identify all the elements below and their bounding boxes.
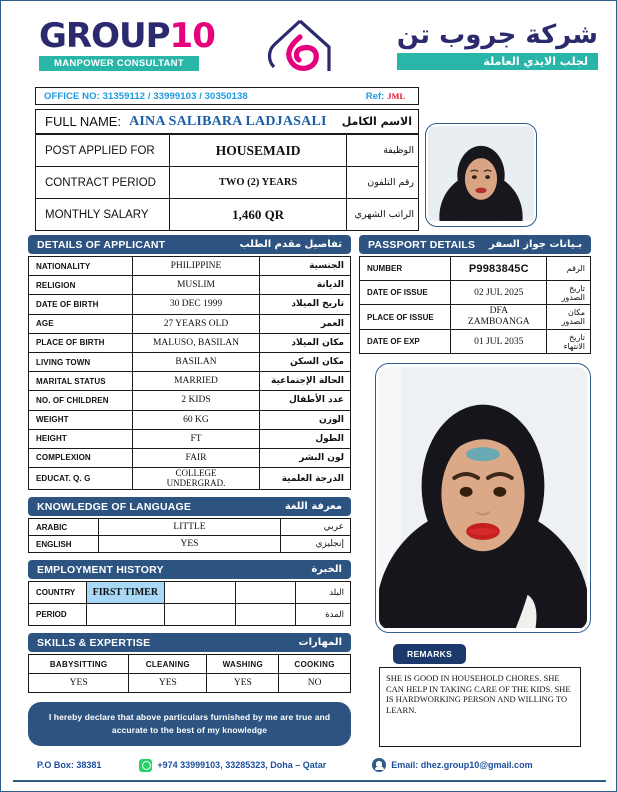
whatsapp-icon	[139, 759, 152, 772]
ref-value: JML	[387, 91, 406, 101]
detail-value-11: COLLEGE UNDERGRAD.	[132, 468, 260, 490]
detail-label-6: MARITAL STATUS	[29, 372, 133, 391]
applicant-photo-large	[375, 363, 591, 633]
table-row	[29, 448, 351, 467]
passport-label-2: PLACE OF ISSUE	[360, 305, 451, 330]
detail-value-2: 30 DEC 1999	[132, 295, 260, 314]
left-column	[28, 235, 351, 746]
employment-extra2-0	[236, 582, 296, 604]
ref-label: Ref:	[365, 90, 385, 102]
remarks-text: SHE IS GOOD IN HOUSEHOLD CHORES. SHE CAN HELP IN TAKING CARE OF THE KIDS. SHE IS HARDWORKING PERSON AND WILLING TO LEARN.	[379, 667, 581, 747]
skills-section-header	[28, 633, 351, 652]
skill-value-0: YES	[29, 674, 129, 693]
passport-section-header	[359, 235, 591, 254]
language-title-ar: معرفة اللغة	[284, 501, 342, 513]
footer-po-box: P.O Box: 38381	[37, 760, 102, 770]
post-label-2: MONTHLY SALARY	[36, 199, 170, 231]
table-row	[36, 167, 419, 199]
arabic-company-subtitle: لجلب الايدي العاملة	[397, 53, 598, 70]
employment-extra1-1	[164, 604, 236, 626]
table-row	[29, 468, 351, 490]
post-label-0: POST APPLIED FOR	[36, 135, 170, 167]
detail-label-5: LIVING TOWN	[29, 352, 133, 371]
employment-title-ar: الخبرة	[311, 564, 342, 576]
detail-arabic-6: الحالة الإجتماعية	[260, 372, 351, 391]
table-row	[360, 305, 591, 330]
language-label-0: ARABIC	[29, 519, 99, 536]
detail-label-8: WEIGHT	[29, 410, 133, 429]
passport-title-ar: بـيانات جواز السفر	[489, 239, 582, 250]
post-applied-table	[35, 134, 419, 231]
passport-arabic-1: تاريخ الصدور	[547, 281, 591, 305]
employment-value-0: FIRST TIMER	[86, 582, 164, 604]
table-row	[29, 314, 351, 333]
post-value-1: TWO (2) YEARS	[170, 167, 346, 199]
table-row	[29, 655, 351, 674]
reference-box	[353, 87, 419, 105]
passport-arabic-3: تاريخ الانتهاء	[547, 330, 591, 354]
detail-arabic-1: الديانة	[260, 276, 351, 295]
language-section-header	[28, 497, 351, 516]
passport-label-3: DATE OF EXP	[360, 330, 451, 354]
detail-arabic-8: الوزن	[260, 410, 351, 429]
footer-email-text[interactable]: Email: dhez.group10@gmail.com	[391, 760, 533, 770]
detail-label-1: RELIGION	[29, 276, 133, 295]
detail-value-4: MALUSO, BASILAN	[132, 333, 260, 352]
table-row	[360, 330, 591, 354]
table-row	[29, 536, 351, 553]
language-title-en: KNOWLEDGE OF LANGUAGE	[37, 500, 192, 513]
detail-label-10: COMPLEXION	[29, 448, 133, 467]
details-title-en: DETAILS OF APPLICANT	[37, 238, 166, 251]
language-arabic-0: عربي	[281, 519, 351, 536]
detail-arabic-2: تاريخ الميلاد	[260, 295, 351, 314]
passport-value-0: P9983845C	[451, 257, 547, 281]
skill-header-0: BABYSITTING	[29, 655, 129, 674]
skill-header-3: COOKING	[279, 655, 351, 674]
language-label-1: ENGLISH	[29, 536, 99, 553]
detail-arabic-7: عدد الأطفال	[260, 391, 351, 410]
skill-value-3: NO	[279, 674, 351, 693]
table-row	[36, 135, 419, 167]
employment-arabic-0: البلد	[296, 582, 351, 604]
employment-label-0: COUNTRY	[29, 582, 87, 604]
language-arabic-1: إنجليزي	[281, 536, 351, 553]
passport-details-table	[359, 256, 591, 354]
applicant-details-table	[28, 256, 351, 490]
office-number-text: OFFICE NO: 31359112 / 33999103 / 30350138	[44, 90, 248, 102]
email-icon	[372, 758, 386, 772]
detail-label-3: AGE	[29, 314, 133, 333]
language-table	[28, 518, 351, 553]
arabic-company-name: شركة جروب تن	[396, 20, 598, 50]
detail-value-3: 27 YEARS OLD	[132, 314, 260, 333]
skills-table	[28, 654, 351, 693]
applicant-photo-small	[425, 123, 537, 227]
table-row	[29, 333, 351, 352]
passport-value-2: DFA ZAMBOANGA	[451, 305, 547, 330]
post-value-0: HOUSEMAID	[170, 135, 346, 167]
detail-value-6: MARRIED	[132, 372, 260, 391]
table-row	[29, 372, 351, 391]
detail-label-4: PLACE OF BIRTH	[29, 333, 133, 352]
skill-value-1: YES	[129, 674, 207, 693]
document-footer	[23, 753, 595, 777]
table-row	[29, 674, 351, 693]
detail-arabic-9: الطول	[260, 429, 351, 448]
footer-email-block[interactable]	[372, 758, 532, 772]
table-row	[29, 276, 351, 295]
detail-label-2: DATE OF BIRTH	[29, 295, 133, 314]
passport-arabic-2: مكان الصدور	[547, 305, 591, 330]
logo-text-ten: 10	[169, 16, 215, 56]
language-value-1: YES	[99, 536, 281, 553]
detail-arabic-10: لون البشر	[260, 448, 351, 467]
logo-text-group: GROUP	[39, 16, 170, 56]
table-row	[29, 604, 351, 626]
footer-phone-text: +974 33999103, 33285323, Doha – Qatar	[157, 760, 327, 770]
detail-value-8: 60 KG	[132, 410, 260, 429]
logo-subtitle: MANPOWER CONSULTANT	[39, 56, 199, 71]
passport-title-en: PASSPORT DETAILS	[368, 238, 476, 251]
post-arabic-0: الوظيفة	[346, 135, 418, 167]
post-value-2: 1,460 QR	[170, 199, 346, 231]
employment-section	[28, 560, 351, 626]
portrait-photo-illustration-icon	[379, 367, 587, 628]
arabic-brand-block	[397, 21, 598, 70]
employment-value-1	[86, 604, 164, 626]
employment-section-header	[28, 560, 351, 579]
passport-value-1: 02 JUL 2025	[451, 281, 547, 305]
table-row	[360, 257, 591, 281]
detail-arabic-0: الجنسية	[260, 257, 351, 276]
table-row	[29, 257, 351, 276]
table-row	[29, 295, 351, 314]
post-arabic-2: الراتب الشهري	[346, 199, 418, 231]
skills-title-en: SKILLS & EXPERTISE	[37, 636, 151, 649]
company-logo	[39, 16, 215, 71]
office-number-bar	[35, 87, 375, 105]
language-value-0: LITTLE	[99, 519, 281, 536]
detail-label-11: EDUCAT. Q. G	[29, 468, 133, 490]
employment-extra2-1	[236, 604, 296, 626]
skill-header-1: CLEANING	[129, 655, 207, 674]
employment-label-1: PERIOD	[29, 604, 87, 626]
post-arabic-1: رقم التلفون	[346, 167, 418, 199]
passport-label-0: NUMBER	[360, 257, 451, 281]
full-name-row	[35, 109, 419, 134]
detail-arabic-4: مكان الميلاد	[260, 333, 351, 352]
footer-divider	[13, 780, 606, 782]
employment-arabic-1: المدة	[296, 604, 351, 626]
passport-arabic-0: الرقم	[547, 257, 591, 281]
detail-arabic-11: الدرجة العلمية	[260, 468, 351, 490]
table-row	[29, 352, 351, 371]
remarks-tag: REMARKS	[393, 644, 466, 664]
detail-value-1: MUSLIM	[132, 276, 260, 295]
group10-droplet-logo-icon	[266, 17, 336, 75]
skills-section	[28, 633, 351, 693]
employment-table	[28, 581, 351, 626]
passport-label-1: DATE OF ISSUE	[360, 281, 451, 305]
table-row	[29, 410, 351, 429]
detail-arabic-5: مكان السكن	[260, 352, 351, 371]
skills-title-ar: المهارات	[298, 637, 342, 649]
table-row	[29, 429, 351, 448]
passport-value-3: 01 JUL 2035	[451, 330, 547, 354]
post-label-1: CONTRACT PERIOD	[36, 167, 170, 199]
detail-label-9: HEIGHT	[29, 429, 133, 448]
table-row	[360, 281, 591, 305]
employment-extra1-0	[164, 582, 236, 604]
detail-value-5: BASILAN	[132, 352, 260, 371]
detail-arabic-3: العمر	[260, 314, 351, 333]
table-row	[29, 519, 351, 536]
table-row	[29, 391, 351, 410]
detail-value-10: FAIR	[132, 448, 260, 467]
passport-photo-illustration-icon	[428, 126, 534, 221]
full-name-label: FULL NAME:	[45, 114, 122, 129]
employment-title-en: EMPLOYMENT HISTORY	[37, 563, 164, 576]
details-section-header	[28, 235, 351, 254]
footer-phone-block	[139, 759, 326, 772]
document-header	[1, 1, 616, 79]
table-row	[29, 582, 351, 604]
logo-wordmark	[39, 16, 215, 56]
detail-value-7: 2 KIDS	[132, 391, 260, 410]
declaration-banner: I hereby declare that above particulars furnished by me are true and accurate to the best of my knowledge	[28, 702, 351, 746]
detail-value-0: PHILIPPINE	[132, 257, 260, 276]
skill-header-2: WASHING	[207, 655, 279, 674]
details-title-ar: تفاصيل مقدم الطلب	[239, 239, 342, 250]
full-name-arabic-label: الاسم الكامل	[341, 115, 412, 128]
detail-value-9: FT	[132, 429, 260, 448]
table-row	[36, 199, 419, 231]
detail-label-0: NATIONALITY	[29, 257, 133, 276]
detail-label-7: NO. OF CHILDREN	[29, 391, 133, 410]
full-name-value: AINA SALIBARA LADJASALI	[129, 113, 327, 129]
skill-value-2: YES	[207, 674, 279, 693]
language-section	[28, 497, 351, 553]
right-column	[359, 235, 591, 354]
